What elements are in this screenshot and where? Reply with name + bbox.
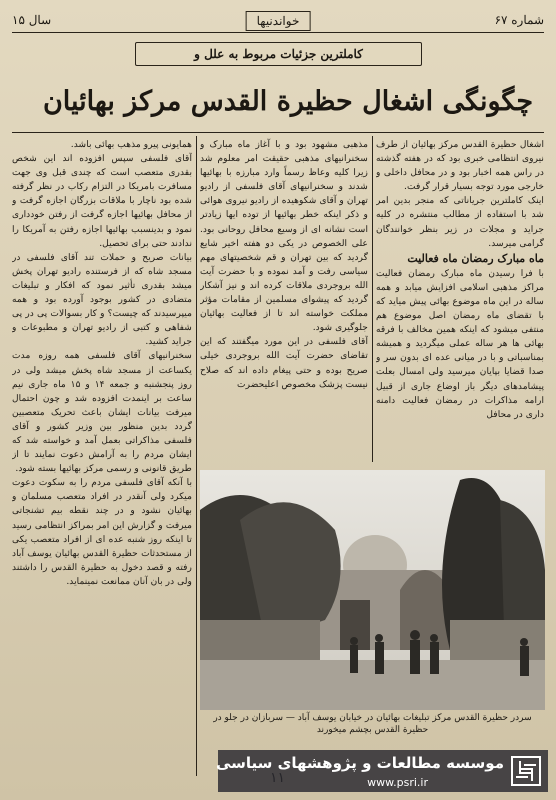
article-paragraph: همایونی پیرو مذهب بهائی باشد. [70, 139, 192, 150]
photo-caption: سردر حظیرة القدس مرکز تبلیغات بهائیان در خیابان یوسف آباد — سربازان در جلو در حظیرة القدس بچشم میخورند [213, 713, 532, 735]
kicker-banner: کاملترین جزئیات مربوط به علل و [135, 42, 422, 66]
article-paragraph: بیانات صریح و حملات تند آقای فلسفی در مسجد شاه که از فرستنده رادیو تهران پخش میشد بقدری تأثیر نمود که افکار و تبلیغات متضادی در کشور بوجود آورده بود و همه میپرسیدند که چیست؟ و کار بسوالات پی در پی شفاهی و کتبی از رادیو تهران و مطبوعات و جراید کشید. [12, 251, 192, 348]
column-divider-right [372, 136, 373, 462]
column-divider-left [196, 136, 197, 776]
article-paragraph: سخنرانیهای آقای فلسفی همه روزه مدت یکساعت از مسجد شاه پخش میشد ولی در روز پنجشنبه و جمعه ۱۴ و ۱۵ ماه جاری نیم ساعت بر اینمدت افزوده شد و چون احتمال میرفت بیانات ایشان باعث تحریک متعصبین گردد بدین منظور بین وزیر کشور و آقای فلسفی مذاکراتی بعمل آمد و خواسته شد که ایشان مردم را به آرامش دعوت نمایند تا از طریق قانونی و رسمی مرکز بهائیها بسته شود. [12, 350, 192, 475]
issue-number: شماره ۶۷ [494, 13, 544, 27]
institute-emblem-icon [510, 755, 542, 787]
photo-illustration [200, 470, 545, 710]
institute-url[interactable]: www.psri.ir [367, 776, 428, 789]
column-middle [200, 138, 368, 464]
article-paragraph: با فرا رسیدن ماه مبارک رمضان فعالیت مراکز مذهبی اسلامی افزایش میابد و همه ساله در این ماه موضوع بهائی پیش میاید که با تقضای ماه رمضان اصل موضوع هم منتفی میشود که اینکه همین مخالف با فرقه بهائی ها هر ساله عملی میگردید و همیشه بمناسباتی و با در میانی عده ای بدون سر و صدا قضایا بپایان میرسید ولی امسال بعلت پیشامدهای دیگر باز اوضاع جاری از قبیل ارامه مذاکرات در رمضان فعالیت دامنه داری در محافل [376, 267, 544, 420]
article-paragraph: اشغال حظیرة القدس مرکز بهائیان از طرف نیروی انتظامی خبری بود که در هفته گذشته در راس همه اخبار بود و در محافل داخلی و خارجی مورد توجه بسیار قرار گرفت. [376, 139, 544, 193]
magazine-title: خواندنیها [246, 11, 311, 31]
institute-name: موسسه مطالعات و پژوهشهای سیاسی [215, 754, 504, 772]
article-paragraph: آقای فلسفی در این مورد میگفتند که این تقاضای حضرت آیت الله بروجردی خیلی صریح بوده و حتی پیغام داده اند که صلاح نیست پزشک مخصوص اعلیحضرت [200, 336, 368, 390]
article-paragraph: آقای فلسفی سپس افزوده اند این شخص بقدری متعصب است که چندی قبل وی جهت مسافرت بامریکا در التزام رکاب در نظر گرفته شده بود ناچار با ملاقات بزرگان اجازه گرفت و از محافل بهائیها اجازه گرفت از رفتن خودداری نمود و بدینسبب بهائیها اجازه رفتن به آمریکا را ندادند حتی برای تحصیل. [12, 153, 192, 249]
section-subheading: ماه مبارک رمضان ماه فعالیت [407, 251, 544, 265]
photo-hazira-building [200, 470, 545, 710]
column-left [12, 138, 192, 756]
headline-rule [12, 132, 544, 133]
article-headline: چگونگی اشغال حظیرة القدس مرکز بهائیان [42, 86, 534, 117]
column-right [376, 138, 544, 464]
article-paragraph: با آنکه آقای فلسفی مردم را به سکوت دعوت میکرد ولی آنقدر در افراد متعصب مسلمان و بهائیان نشود و در چند نقطه بیم تشنجاتی میرفت و گزارش این امر بمراکز انتظامی رسید تا اینکه روز شنبه عده ای از افراد متعصب یکی از مستحدثات حظیرة القدس بهائیان یوسف آباد رفته و قصد دخول به حظیرة القدس را داشتند ولی در بان آنان ممانعت نمینماید. [12, 477, 192, 587]
article-paragraph: مذهبی مشهود بود و با آغاز ماه مبارک و سخنرانیهای مذهبی حقیقت امر معلوم شد زیرا کلیه وعاظ رسماً وارد مبارزه با بهائیها شدند و سخنرانیهای آقای فلسفی از رادیو تهران و آقای شکوهیده از رادیو نیروی هوائی و ذکر اینکه خطر بهائیها از توده ایها زیادتر است نشانه ای از وسیع محافل روحانی بود. علی الخصوص در یکی دو هفته اخیر شایع گردید که بین تهران و قم شخصیتهای مهم سیاسی رفت و آمد نموده و با حضرت آیت الله بروجردی ملاقات کرده اند و نیز آشکار گردید که پیشوای مسلمین از مقامات مؤثر مملکت خواسته اند تا از فعالیت بهائیان جلوگیری شود. [200, 139, 368, 334]
watermark-banner [215, 750, 548, 792]
magazine-year: سال ۱۵ [12, 13, 52, 27]
article-paragraph: اینک کاملترین جریاناتی که منجر بدین امر شد با استفاده از مطالب منتشره در کلیه جراید و مجلات در زیر بنظر خوانندگان گرامی میرسد. [376, 195, 544, 249]
page-header [12, 10, 544, 33]
